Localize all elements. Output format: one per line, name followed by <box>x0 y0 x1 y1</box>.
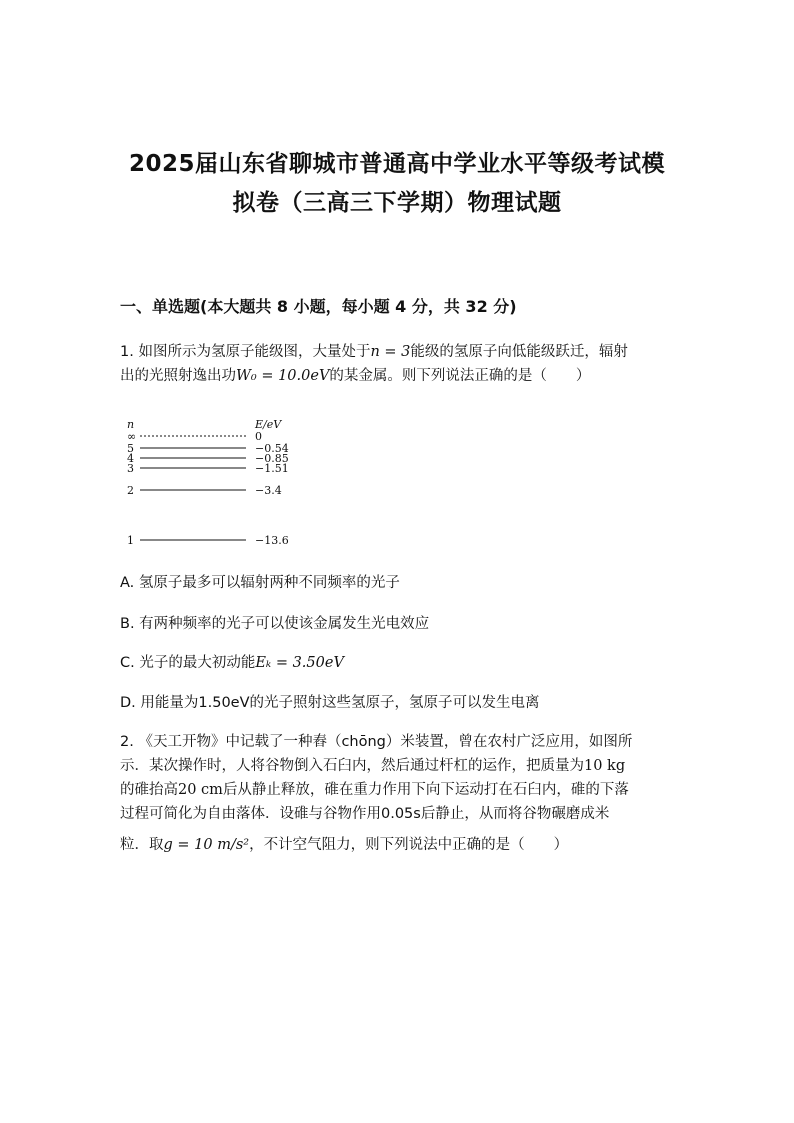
q2-stem-line-3: 的碓抬高20 cm后从静止释放，碓在重力作用下向下运动打在石臼内，碓的下落 <box>120 782 629 798</box>
level-number-label: 4 <box>127 452 134 465</box>
q1-option-c[interactable]: C. 光子的最大初动能Eₖ = 3.50eV <box>120 655 344 671</box>
q2-stem-line-4: 过程可简化为自由落体．设碓与谷物作用0.05s后静止，从而将谷物碾磨成米 <box>120 806 610 822</box>
energy-level-diagram <box>120 410 300 550</box>
q2-gravity: g = 10 m/s² <box>163 837 250 853</box>
q1-option-d[interactable]: D. 用能量为1.50eV的光子照射这些氢原子，氢原子可以发生电离 <box>120 695 540 711</box>
q1-option-a[interactable]: A. 氢原子最多可以辐射两种不同频率的光子 <box>120 575 400 591</box>
level-energy-label: −0.85 <box>255 452 289 465</box>
q1-option-b[interactable]: B. 有两种频率的光子可以使该金属发生光电效应 <box>120 616 430 632</box>
q1-work-function: W₀ = 10.0eV <box>236 368 330 384</box>
q1-stem-line-2: 出的光照射逸出功W₀ = 10.0eV的某金属。则下列说法正确的是（ ） <box>120 368 591 384</box>
level-energy-label: −13.6 <box>255 534 289 547</box>
q2-stem-line-5: 粒．取g = 10 m/s²，不计空气阻力，则下列说法中正确的是（ ） <box>120 837 569 853</box>
q1-option-c-energy: Eₖ = 3.50eV <box>255 655 344 671</box>
q2-stem-line-1: 2. 《天工开物》中记载了一种舂（chōng）米装置，曾在农村广泛应用，如图所 <box>120 734 633 750</box>
level-number-label: 2 <box>127 484 134 497</box>
section-heading: 一、单选题(本大题共 8 小题，每小题 4 分，共 32 分) <box>120 297 517 316</box>
level-energy-label: −1.51 <box>255 462 289 475</box>
document-title-line-1: 2025届山东省聊城市普通高中学业水平等级考试模 <box>128 151 665 177</box>
document-title-line-2: 拟卷（三高三下学期）物理试题 <box>232 190 562 216</box>
q2-stem-line-2: 示．某次操作时，人将谷物倒入石臼内，然后通过杆杠的运作，把质量为10 kg <box>120 758 626 774</box>
q1-n-value: n = 3 <box>370 344 411 360</box>
q2-height: 20 cm <box>178 782 223 798</box>
level-energy-label: −3.4 <box>255 484 282 497</box>
level-energy-label: 0 <box>255 430 262 443</box>
level-number-label: 3 <box>127 462 134 475</box>
q2-mass: 10 kg <box>584 758 626 774</box>
level-number-label: 1 <box>127 534 134 547</box>
q1-stem-line-1: 1. 如图所示为氢原子能级图，大量处于n = 3能级的氢原子向低能级跃迁，辐射 <box>120 344 628 360</box>
level-number-label: ∞ <box>127 430 137 443</box>
level-energy-label: −0.54 <box>255 442 289 455</box>
level-number-label: 5 <box>127 442 134 455</box>
n-axis-label: n <box>127 418 135 431</box>
energy-axis-label: E/eV <box>255 418 282 431</box>
